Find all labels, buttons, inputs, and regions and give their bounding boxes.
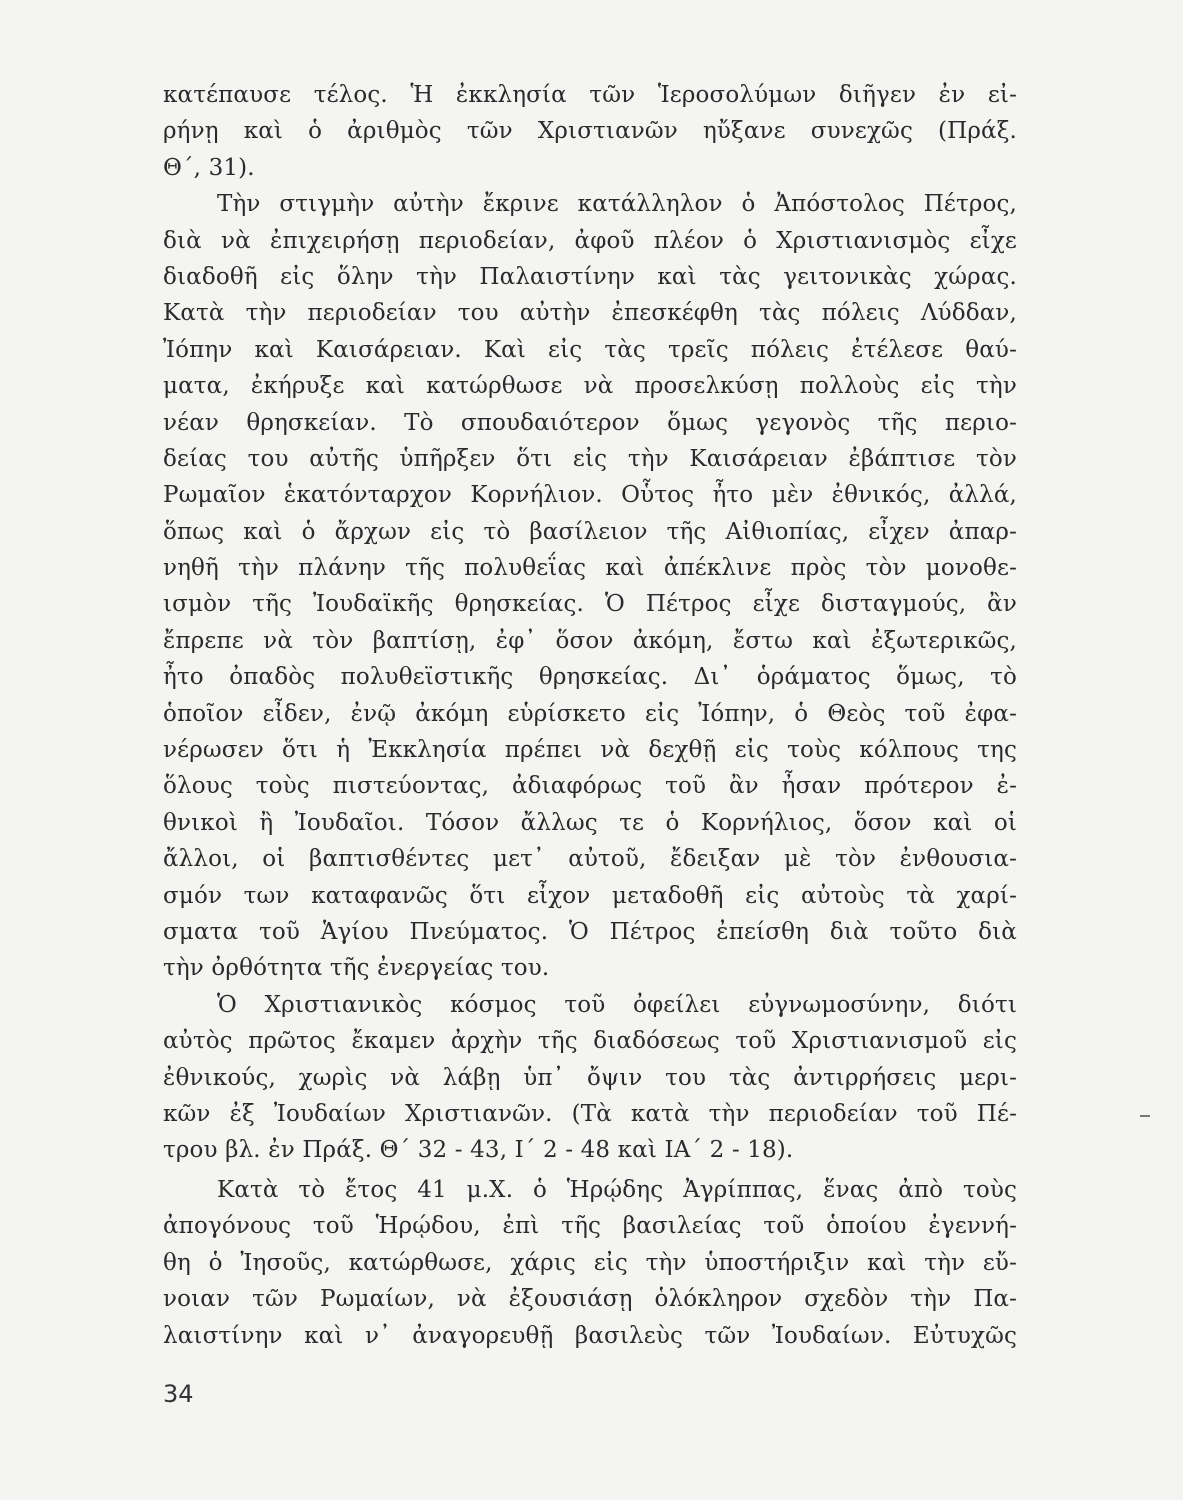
text-line: τρου βλ. ἐν Πράξ. Θ΄ 32 - 43, Ι΄ 2 - 48 καὶ ΙΑ΄ 2 - 18). — [163, 1137, 794, 1164]
text-line: Ρωμαῖον ἑκατόνταρχον Κορνήλιον. Οὗτος ἦτο μὲν ἐθνικός, ἀλλά, — [163, 482, 1017, 509]
text-line: σματα τοῦ Ἁγίου Πνεύματος. Ὁ Πέτρος ἐπείσθη διὰ τοῦτο διὰ — [163, 918, 1017, 945]
text-line: Θ΄, 31). — [163, 154, 255, 181]
text-block-lower — [163, 1172, 1017, 1354]
page-number: 34 — [163, 1380, 194, 1408]
text-line: ισμὸν τῆς Ἰουδαϊκῆς θρησκείας. Ὁ Πέτρος εἶχε δισταγμούς, ἂν — [163, 591, 1017, 618]
text-line: ματα, ἐκήρυξε καὶ κατώρθωσε νὰ προσελκύσῃ πολλοὺς εἰς τὴν — [163, 373, 1017, 400]
text-line: ἦτο ὀπαδὸς πολυθεϊστικῆς θρησκείας. Δι᾽ ὁράματος ὅμως, τὸ — [163, 664, 1017, 691]
text-line: ρήνῃ καὶ ὁ ἀριθμὸς τῶν Χριστιανῶν ηὔξανε συνεχῶς (Πράξ. — [163, 118, 1017, 145]
text-line: Ὁ Χριστιανικὸς κόσμος τοῦ ὀφείλει εὐγνωμοσύνην, διότι — [217, 991, 1017, 1018]
text-line: κῶν ἐξ Ἰουδαίων Χριστιανῶν. (Τὰ κατὰ τὴν περιοδείαν τοῦ Πέ- — [163, 1100, 1017, 1127]
text-line: Κατὰ τὴν περιοδείαν του αὐτὴν ἐπεσκέφθη τὰς πόλεις Λύδδαν, — [163, 300, 1017, 327]
text-line: σμόν των καταφανῶς ὅτι εἶχον μεταδοθῆ εἰς αὐτοὺς τὰ χαρί- — [163, 882, 1017, 909]
text-block-upper — [163, 77, 1017, 1169]
text-line: Ἰόπην καὶ Καισάρειαν. Καὶ εἰς τὰς τρεῖς πόλεις ἐτέλεσε θαύ- — [163, 336, 1017, 363]
text-line: θη ὁ Ἰησοῦς, κατώρθωσε, χάρις εἰς τὴν ὑποστήριξιν καὶ τὴν εὔ- — [163, 1249, 1017, 1276]
text-line: τὴν ὀρθότητα τῆς ἐνεργείας του. — [163, 955, 550, 982]
text-line: νοιαν τῶν Ρωμαίων, νὰ ἐξουσιάσῃ ὁλόκληρον σχεδὸν τὴν Πα- — [163, 1286, 1017, 1313]
text-line: λαιστίνην καὶ ν᾽ ἀναγορευθῇ βασιλεὺς τῶν Ἰουδαίων. Εὐτυχῶς — [163, 1322, 1017, 1349]
text-line: Τὴν στιγμὴν αὐτὴν ἔκρινε κατάλληλον ὁ Ἀπόστολος Πέτρος, — [217, 191, 1017, 218]
margin-mark — [1140, 1115, 1150, 1117]
text-line: διὰ νὰ ἐπιχειρήσῃ περιοδείαν, ἀφοῦ πλέον ὁ Χριστιανισμὸς εἶχε — [163, 227, 1017, 254]
text-line: αὐτὸς πρῶτος ἔκαμεν ἀρχὴν τῆς διαδόσεως τοῦ Χριστιανισμοῦ εἰς — [163, 1028, 1017, 1055]
text-line: νέρωσεν ὅτι ἡ Ἐκκλησία πρέπει νὰ δεχθῇ εἰς τοὺς κόλπους της — [163, 737, 1017, 764]
text-line: ὅλους τοὺς πιστεύοντας, ἀδιαφόρως τοῦ ἂν ἦσαν πρότερον ἐ- — [163, 773, 1017, 800]
text-line: νέαν θρησκείαν. Τὸ σπουδαιότερον ὅμως γεγονὸς τῆς περιο- — [163, 409, 1017, 436]
text-line: ἀπογόνους τοῦ Ἡρῴδου, ἐπὶ τῆς βασιλείας τοῦ ὁποίου ἐγεννή- — [163, 1213, 1017, 1240]
text-line: ἔπρεπε νὰ τὸν βαπτίσῃ, ἐφ᾽ ὅσον ἀκόμη, ἔστω καὶ ἐξωτερικῶς, — [163, 627, 1017, 654]
text-line: Κατὰ τὸ ἔτος 41 μ.Χ. ὁ Ἡρῴδης Ἀγρίππας, ἕνας ἀπὸ τοὺς — [217, 1177, 1017, 1203]
text-line: δείας του αὐτῆς ὑπῆρξεν ὅτι εἰς τὴν Καισάρειαν ἐβάπτισε τὸν — [163, 445, 1017, 472]
text-line: νηθῆ τὴν πλάνην τῆς πολυθεΐας καὶ ἀπέκλινε πρὸς τὸν μονοθε- — [163, 555, 1017, 582]
text-line: ἐθνικούς, χωρὶς νὰ λάβῃ ὑπ᾽ ὄψιν του τὰς ἀντιρρήσεις μερι- — [163, 1064, 1017, 1091]
text-line: ὁποῖον εἶδεν, ἐνῷ ἀκόμη εὑρίσκετο εἰς Ἰόπην, ὁ Θεὸς τοῦ ἐφα- — [163, 700, 1017, 727]
text-line: ἄλλοι, οἱ βαπτισθέντες μετ᾽ αὐτοῦ, ἔδειξαν μὲ τὸν ἐνθουσια- — [163, 846, 1017, 873]
text-line: θνικοὶ ἢ Ἰουδαῖοι. Τόσον ἄλλως τε ὁ Κορνήλιος, ὅσον καὶ οἱ — [163, 809, 1017, 836]
text-line: διαδοθῆ εἰς ὅλην τὴν Παλαιστίνην καὶ τὰς γειτονικὰς χώρας. — [163, 263, 1017, 290]
text-line: ὅπως καὶ ὁ ἄρχων εἰς τὸ βασίλειον τῆς Αἰθιοπίας, εἶχεν ἀπαρ- — [163, 518, 1017, 545]
text-line: κατέπαυσε τέλος. Ἡ ἐκκλησία τῶν Ἱεροσολύμων διῆγεν ἐν εἰ- — [163, 82, 1017, 108]
